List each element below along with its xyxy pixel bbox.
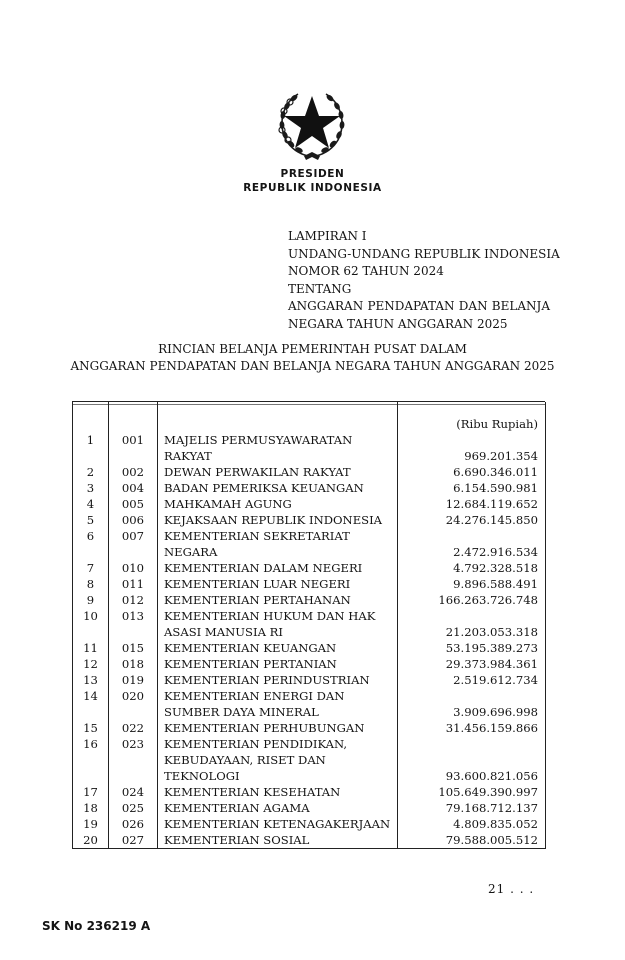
- table-row: [73, 512, 546, 528]
- row-amount: 2.472.916.534: [398, 528, 546, 560]
- table-row: [73, 672, 546, 688]
- row-number: 13: [73, 672, 109, 688]
- row-name-line: KEMENTERIAN ENERGI DAN: [164, 689, 345, 703]
- row-code: 020: [109, 688, 158, 720]
- row-amount: 12.684.119.652: [398, 496, 546, 512]
- row-name-line: KEMENTERIAN PERHUBUNGAN: [164, 721, 365, 735]
- table-row: [73, 784, 546, 800]
- table-row: [73, 800, 546, 816]
- row-name-line: KEMENTERIAN HUKUM DAN HAK: [164, 609, 376, 623]
- row-code: 010: [109, 560, 158, 576]
- row-amount: 6.690.346.011: [398, 464, 546, 480]
- budget-table: [72, 402, 546, 849]
- row-name-line: ASASI MANUSIA RI: [164, 625, 283, 639]
- table-row: [73, 816, 546, 832]
- next-page-indicator: 21 . . .: [488, 882, 535, 896]
- table-row: [73, 736, 546, 784]
- row-code: 027: [109, 832, 158, 849]
- row-amount: 6.154.590.981: [398, 480, 546, 496]
- table-row: [73, 688, 546, 720]
- presidential-emblem-icon: [268, 80, 356, 162]
- table-row: [73, 480, 546, 496]
- row-name: [158, 560, 398, 576]
- row-amount: 93.600.821.056: [398, 736, 546, 784]
- lampiran-line-justified: [288, 298, 550, 316]
- unit-label: (Ribu Rupiah): [398, 402, 546, 432]
- lampiran-line: NEGARA TAHUN ANGGARAN 2025: [288, 316, 508, 331]
- row-name: [158, 832, 398, 849]
- row-amount: 3.909.696.998: [398, 688, 546, 720]
- row-name: [158, 640, 398, 656]
- row-number: 4: [73, 496, 109, 512]
- row-name: [158, 784, 398, 800]
- row-name: [158, 496, 398, 512]
- row-name-line: KEBUDAYAAN, RISET DAN: [164, 753, 326, 767]
- row-code: 012: [109, 592, 158, 608]
- row-amount: 21.203.053.318: [398, 608, 546, 640]
- table-row: [73, 528, 546, 560]
- row-code: 024: [109, 784, 158, 800]
- lampiran-word: BELANJA: [491, 299, 550, 313]
- table-row: [73, 464, 546, 480]
- row-name: [158, 736, 398, 784]
- row-number: 3: [73, 480, 109, 496]
- row-amount: 4.792.328.518: [398, 560, 546, 576]
- header-republik-indonesia: REPUBLIK INDONESIA: [243, 182, 382, 194]
- table-row: [73, 640, 546, 656]
- row-amount: 969.201.354: [398, 432, 546, 464]
- row-name: [158, 576, 398, 592]
- row-amount: 9.896.588.491: [398, 576, 546, 592]
- row-number: 6: [73, 528, 109, 560]
- document-title-line-2: ANGGARAN PENDAPATAN DAN BELANJA NEGARA TAHUN ANGGARAN 2025: [70, 359, 555, 373]
- row-name: [158, 688, 398, 720]
- table-row: [73, 576, 546, 592]
- row-name-line: KEMENTERIAN PERINDUSTRIAN: [164, 673, 370, 687]
- row-number: 16: [73, 736, 109, 784]
- row-amount: 4.809.835.052: [398, 816, 546, 832]
- row-name-line: TEKNOLOGI: [164, 769, 240, 783]
- row-name-line: KEMENTERIAN PERTAHANAN: [164, 593, 351, 607]
- row-code: 022: [109, 720, 158, 736]
- row-code: 006: [109, 512, 158, 528]
- row-name-line: KEMENTERIAN AGAMA: [164, 801, 310, 815]
- row-name: [158, 608, 398, 640]
- table-row: [73, 832, 546, 849]
- lampiran-line: LAMPIRAN I: [288, 229, 367, 243]
- row-name-line: DEWAN PERWAKILAN RAKYAT: [164, 465, 351, 479]
- row-name: [158, 592, 398, 608]
- row-name-line: NEGARA: [164, 545, 218, 559]
- row-name: [158, 432, 398, 464]
- row-code: 019: [109, 672, 158, 688]
- row-number: 5: [73, 512, 109, 528]
- row-amount: 31.456.159.866: [398, 720, 546, 736]
- row-number: 19: [73, 816, 109, 832]
- document-title-line-1: RINCIAN BELANJA PEMERINTAH PUSAT DALAM: [158, 342, 467, 356]
- row-name-line: RAKYAT: [164, 449, 212, 463]
- lampiran-line: TENTANG: [288, 281, 352, 296]
- row-name-line: KEJAKSAAN REPUBLIK INDONESIA: [164, 513, 383, 527]
- row-number: 20: [73, 832, 109, 849]
- row-name-line: MAJELIS PERMUSYAWARATAN: [164, 433, 353, 447]
- lampiran-word: DAN: [458, 299, 488, 313]
- row-name: [158, 464, 398, 480]
- row-code: 013: [109, 608, 158, 640]
- row-number: 18: [73, 800, 109, 816]
- lampiran-line: UNDANG-UNDANG REPUBLIK INDONESIA: [288, 246, 560, 261]
- row-name-line: KEMENTERIAN SEKRETARIAT: [164, 529, 350, 543]
- row-name-line: SUMBER DAYA MINERAL: [164, 705, 319, 719]
- row-name: [158, 480, 398, 496]
- row-code: 015: [109, 640, 158, 656]
- row-number: 9: [73, 592, 109, 608]
- row-code: 026: [109, 816, 158, 832]
- row-code: 002: [109, 464, 158, 480]
- row-code: 018: [109, 656, 158, 672]
- row-number: 11: [73, 640, 109, 656]
- lampiran-word: ANGGARAN: [288, 299, 364, 313]
- row-name-line: MAHKAMAH AGUNG: [164, 497, 292, 511]
- row-name: [158, 720, 398, 736]
- row-name: [158, 528, 398, 560]
- row-code: 025: [109, 800, 158, 816]
- row-amount: 79.588.005.512: [398, 832, 546, 849]
- row-name-line: KEMENTERIAN PERTANIAN: [164, 657, 337, 671]
- row-name-line: KEMENTERIAN SOSIAL: [164, 833, 310, 847]
- row-amount: 166.263.726.748: [398, 592, 546, 608]
- lampiran-line: NOMOR 62 TAHUN 2024: [288, 264, 444, 278]
- row-name: [158, 672, 398, 688]
- row-number: 15: [73, 720, 109, 736]
- row-name-line: BADAN PEMERIKSA KEUANGAN: [164, 481, 364, 495]
- row-number: 12: [73, 656, 109, 672]
- row-name: [158, 816, 398, 832]
- row-code: 005: [109, 496, 158, 512]
- row-number: 14: [73, 688, 109, 720]
- row-amount: 105.649.390.997: [398, 784, 546, 800]
- row-name: [158, 512, 398, 528]
- row-number: 10: [73, 608, 109, 640]
- row-code: 011: [109, 576, 158, 592]
- row-number: 2: [73, 464, 109, 480]
- row-amount: 24.276.145.850: [398, 512, 546, 528]
- table-row: [73, 432, 546, 464]
- header-presiden: PRESIDEN: [280, 168, 345, 180]
- row-name: [158, 656, 398, 672]
- row-name-line: KEMENTERIAN LUAR NEGERI: [164, 577, 351, 591]
- row-code: 001: [109, 432, 158, 464]
- row-amount: 53.195.389.273: [398, 640, 546, 656]
- sk-number: SK No 236219 A: [42, 919, 151, 933]
- row-amount: 79.168.712.137: [398, 800, 546, 816]
- row-code: 004: [109, 480, 158, 496]
- row-name-line: KEMENTERIAN KESEHATAN: [164, 785, 341, 799]
- table-header-row: [73, 402, 546, 432]
- row-number: 1: [73, 432, 109, 464]
- row-amount: 29.373.984.361: [398, 656, 546, 672]
- row-number: 17: [73, 784, 109, 800]
- table-row: [73, 656, 546, 672]
- table-row: [73, 592, 546, 608]
- row-name-line: KEMENTERIAN PENDIDIKAN,: [164, 737, 348, 751]
- row-name-line: KEMENTERIAN KEUANGAN: [164, 641, 337, 655]
- lampiran-word: PENDAPATAN: [367, 299, 455, 313]
- row-name-line: KEMENTERIAN KETENAGAKERJAAN: [164, 817, 391, 831]
- lampiran-block: [288, 228, 560, 333]
- table-row: [73, 720, 546, 736]
- row-name-line: KEMENTERIAN DALAM NEGERI: [164, 561, 363, 575]
- row-code: 023: [109, 736, 158, 784]
- table-row: [73, 560, 546, 576]
- row-code: 007: [109, 528, 158, 560]
- row-number: 8: [73, 576, 109, 592]
- row-number: 7: [73, 560, 109, 576]
- table-row: [73, 496, 546, 512]
- row-name: [158, 800, 398, 816]
- table-row: [73, 608, 546, 640]
- row-amount: 2.519.612.734: [398, 672, 546, 688]
